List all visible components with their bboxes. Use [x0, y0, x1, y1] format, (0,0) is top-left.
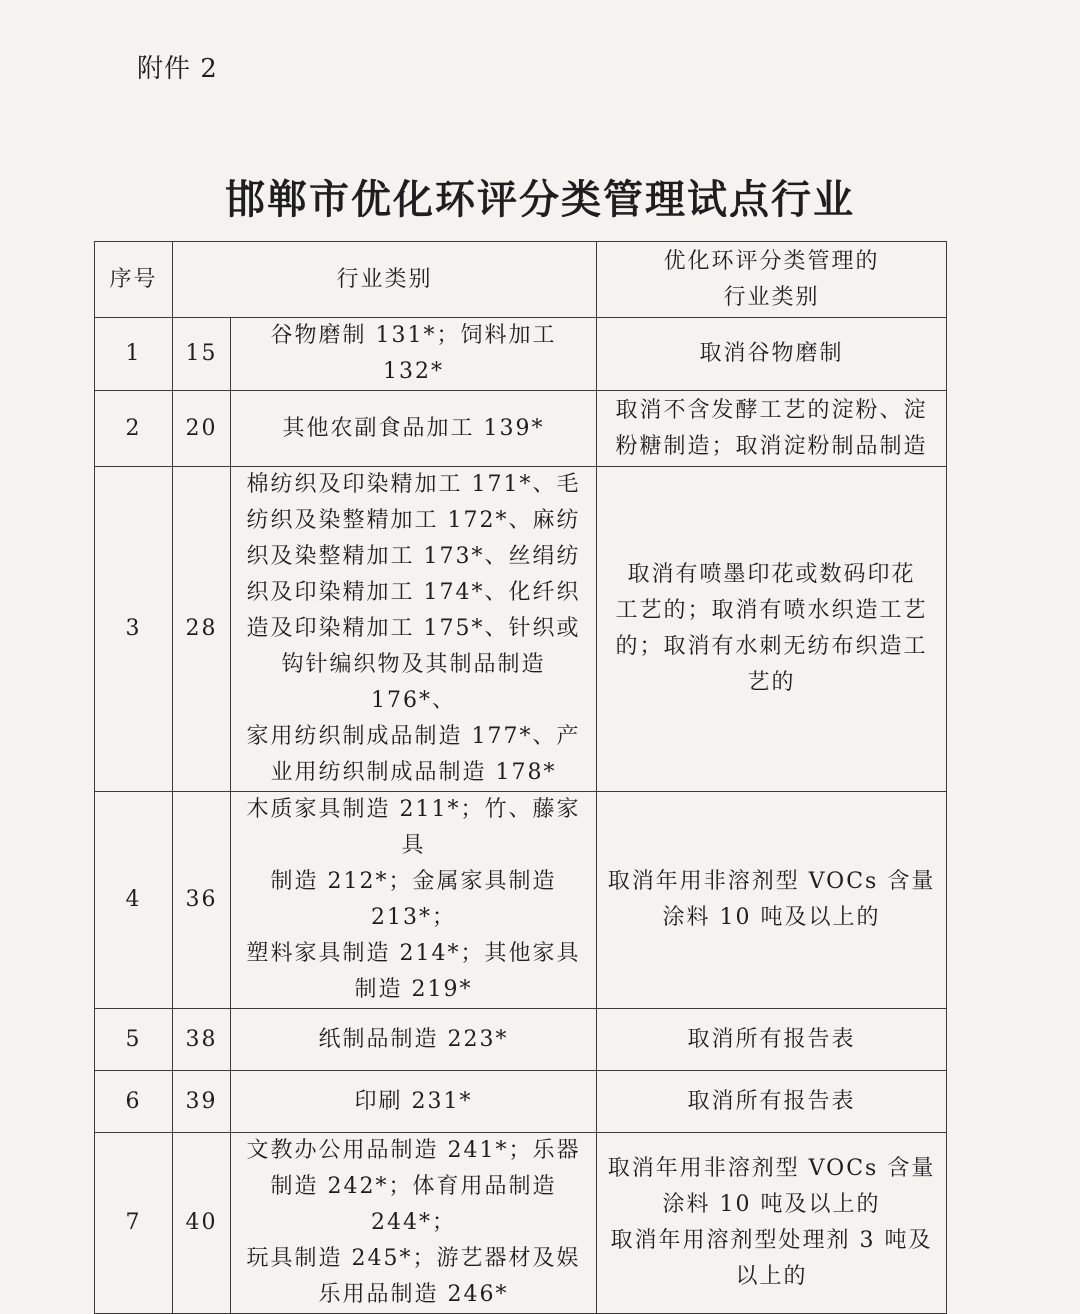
row-code: 39 [173, 1071, 231, 1133]
optimized-line: 涂料 10 吨及以上的 [662, 1192, 881, 1217]
industry-line: 制造 212*；金属家具制造 213*； [270, 869, 557, 930]
industry-line: 其他农副食品加工 139* [282, 415, 545, 441]
industry-line: 印刷 231* [354, 1088, 473, 1114]
row-optimized [597, 792, 947, 1009]
row-code: 38 [173, 1009, 231, 1071]
row-industry [231, 467, 597, 792]
row-industry [231, 318, 597, 391]
industry-line: 家用纺织制成品制造 177*、产 [246, 724, 581, 749]
industry-line: 塑料家具制造 214*；其他家具 [246, 941, 581, 966]
industry-line: 文教办公用品制造 241*；乐器 [246, 1138, 581, 1163]
document-title: 邯郸市优化环评分类管理试点行业 [225, 177, 855, 223]
table-row [95, 1009, 947, 1071]
industry-table [94, 241, 947, 1314]
row-seq: 5 [95, 1009, 173, 1071]
industry-line: 纺织及染整精加工 172*、麻纺 [246, 508, 581, 533]
optimized-line: 以上的 [735, 1264, 808, 1289]
optimized-line: 涂料 10 吨及以上的 [662, 905, 881, 930]
table-row [95, 792, 947, 1009]
table-row [95, 1133, 947, 1314]
industry-line: 造及印染精加工 175*、针织或 [246, 616, 581, 641]
optimized-line: 的；取消有水刺无纺布织造工 [615, 634, 928, 659]
table-row [95, 391, 947, 467]
industry-line: 钩针编织物及其制品制造 176*、 [281, 652, 546, 713]
optimized-line: 工艺的；取消有喷水织造工艺 [615, 598, 928, 623]
row-industry [231, 1071, 597, 1133]
optimized-line: 取消谷物磨制 [699, 341, 844, 366]
row-seq: 7 [95, 1133, 173, 1314]
header-optimized [597, 242, 947, 318]
industry-line: 玩具制造 245*；游艺器材及娱 [246, 1246, 581, 1271]
row-code: 20 [173, 391, 231, 467]
industry-line: 谷物磨制 131*；饲料加工 132* [270, 323, 557, 384]
industry-line: 织及印染精加工 174*、化纤织 [246, 580, 581, 605]
row-optimized [597, 1133, 947, 1314]
industry-line: 织及染整精加工 173*、丝绢纺 [246, 544, 581, 569]
row-seq: 4 [95, 792, 173, 1009]
table-header-row [95, 242, 947, 318]
row-code: 40 [173, 1133, 231, 1314]
industry-line: 制造 219* [354, 977, 473, 1002]
table-row [95, 467, 947, 792]
row-optimized [597, 1009, 947, 1071]
attachment-label: 附件 2 [137, 54, 218, 84]
row-code: 36 [173, 792, 231, 1009]
row-industry [231, 792, 597, 1009]
row-optimized [597, 1071, 947, 1133]
row-optimized [597, 318, 947, 391]
industry-line: 棉纺织及印染精加工 171*、毛 [246, 472, 581, 497]
row-code: 15 [173, 318, 231, 391]
header-optimized-line1: 优化环评分类管理的 [663, 248, 880, 274]
optimized-line: 取消所有报告表 [687, 1026, 856, 1052]
row-industry [231, 1009, 597, 1071]
industry-line: 纸制品制造 223* [318, 1026, 509, 1052]
row-optimized [597, 467, 947, 792]
row-industry [231, 1133, 597, 1314]
row-seq: 3 [95, 467, 173, 792]
optimized-line: 取消年用溶剂型处理剂 3 吨及 [610, 1228, 933, 1253]
table-row [95, 1071, 947, 1133]
row-seq: 2 [95, 391, 173, 467]
industry-line: 木质家具制造 211*；竹、藤家具 [246, 797, 581, 858]
row-code: 28 [173, 467, 231, 792]
industry-line: 乐用品制造 246* [318, 1282, 509, 1307]
optimized-line: 取消不含发酵工艺的淀粉、淀 [615, 397, 928, 423]
header-seq: 序号 [95, 242, 173, 318]
row-optimized [597, 391, 947, 467]
optimized-line: 取消有喷墨印花或数码印花 [627, 562, 916, 587]
row-seq: 6 [95, 1071, 173, 1133]
header-optimized-line2: 行业类别 [723, 284, 820, 310]
row-seq: 1 [95, 318, 173, 391]
table-row [95, 318, 947, 391]
optimized-line: 粉糖制造；取消淀粉制品制造 [615, 433, 928, 459]
header-industry: 行业类别 [173, 242, 597, 318]
industry-line: 制造 242*；体育用品制造 244*； [270, 1174, 557, 1235]
optimized-line: 取消所有报告表 [687, 1088, 856, 1114]
optimized-line: 取消年用非溶剂型 VOCs 含量 [607, 869, 936, 894]
optimized-line: 艺的 [747, 670, 796, 695]
row-industry [231, 391, 597, 467]
optimized-line: 取消年用非溶剂型 VOCs 含量 [607, 1156, 936, 1181]
industry-line: 业用纺织制成品制造 178* [270, 760, 557, 785]
